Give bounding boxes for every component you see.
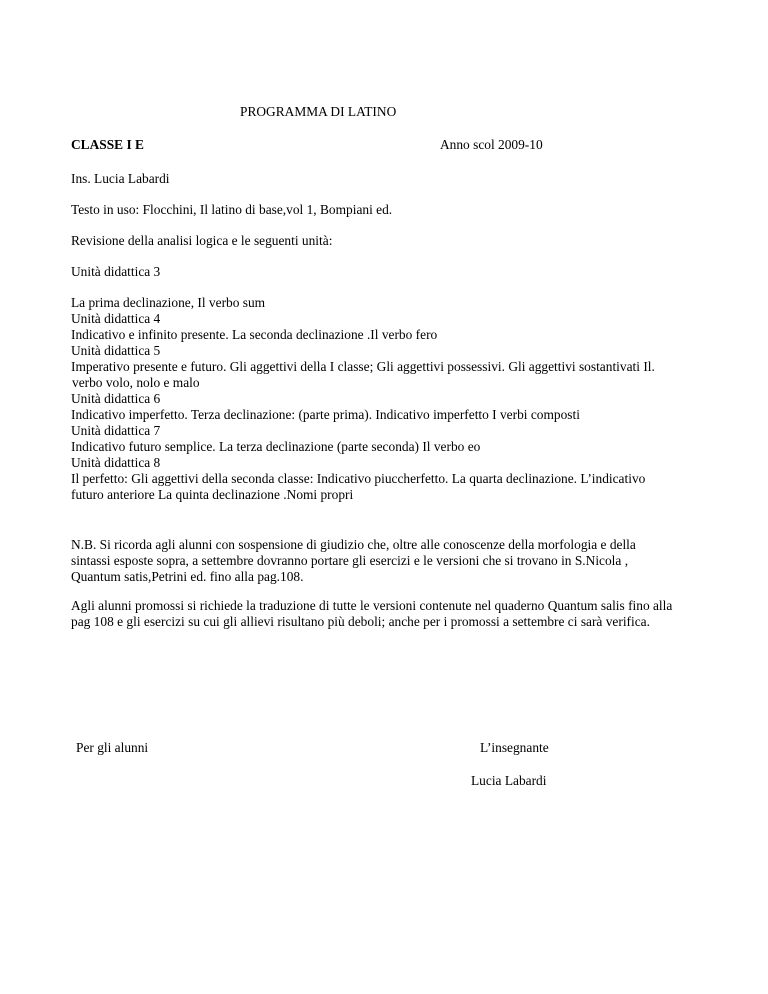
document-title: PROGRAMMA DI LATINO: [240, 104, 397, 119]
unit-content: Il perfetto: Gli aggettivi della seconda classe: Indicativo piuccherfetto. La quarta declinazione. L’indicativo: [71, 471, 646, 486]
unit-heading: Unità didattica 5: [71, 343, 161, 358]
note-line: N.B. Si ricorda agli alunni con sospensione di giudizio che, oltre alle conoscenze della morfologia e della: [71, 537, 636, 552]
textbook-line: Testo in uso: Flocchini, Il latino di base,vol 1, Bompiani ed.: [71, 202, 393, 217]
intro-line: Revisione della analisi logica e le seguenti unità:: [71, 233, 333, 248]
note-line: sintassi esposte sopra, a settembre dovranno portare gli esercizi e le versioni che si trovano in S.Nicola ,: [71, 553, 629, 568]
school-year: Anno scol 2009-10: [440, 137, 543, 152]
unit-content: verbo volo, nolo e malo: [72, 375, 200, 390]
unit-heading: Unità didattica 4: [71, 311, 161, 326]
unit-heading: Unità didattica 7: [71, 423, 161, 438]
promoted-line: pag 108 e gli esercizi su cui gli allievi risultano più deboli; anche per i promossi a settembre ci sarà verifica.: [71, 614, 650, 629]
unit-content: Indicativo futuro semplice. La terza declinazione (parte seconda) Il verbo eo: [71, 439, 481, 454]
unit-heading: Unità didattica 8: [71, 455, 161, 470]
unit-content: La prima declinazione, Il verbo sum: [71, 295, 266, 310]
unit-content: Indicativo e infinito presente. La seconda declinazione .Il verbo fero: [71, 327, 438, 342]
signature-students: Per gli alunni: [76, 740, 149, 755]
unit-heading: Unità didattica 3: [71, 264, 161, 279]
unit-content: Imperativo presente e futuro. Gli aggettivi della I classe; Gli aggettivi possessivi. Gli aggettivi sostantivati Il.: [71, 359, 655, 374]
unit-heading: Unità didattica 6: [71, 391, 161, 406]
unit-content: Indicativo imperfetto. Terza declinazione: (parte prima). Indicativo imperfetto I verbi composti: [71, 407, 580, 422]
unit-content: futuro anteriore La quinta declinazione .Nomi propri: [71, 487, 354, 502]
teacher-name: Ins. Lucia Labardi: [71, 171, 170, 186]
note-line: Quantum satis,Petrini ed. fino alla pag.108.: [71, 569, 304, 584]
class-label: CLASSE I E: [71, 137, 144, 152]
signature-teacher-name: Lucia Labardi: [471, 773, 547, 788]
signature-teacher-title: L’insegnante: [480, 740, 549, 755]
promoted-line: Agli alunni promossi si richiede la traduzione di tutte le versioni contenute nel quaderno Quantum salis fino alla: [71, 598, 673, 613]
